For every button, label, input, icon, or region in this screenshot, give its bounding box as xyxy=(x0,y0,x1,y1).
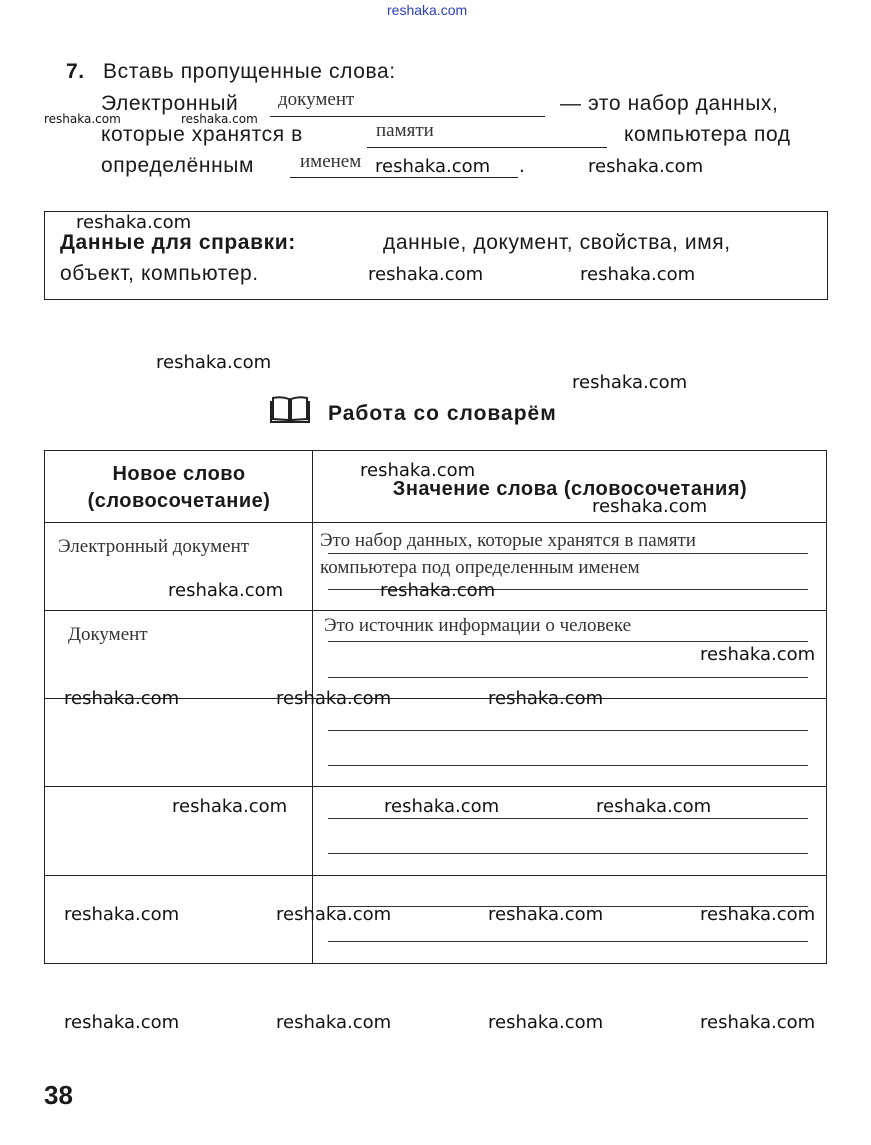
watermark: reshaka.com xyxy=(368,264,484,285)
watermark: reshaka.com xyxy=(700,904,816,925)
task-line3-end: . xyxy=(519,154,526,177)
watermark: reshaka.com xyxy=(488,904,604,925)
row-divider xyxy=(44,610,827,611)
answer-1: документ xyxy=(278,89,355,110)
header-meaning: Значение слова (словосочетания) xyxy=(392,478,748,500)
watermark: reshaka.com xyxy=(181,112,258,126)
task-number: 7. xyxy=(66,60,85,83)
watermark: reshaka.com xyxy=(700,644,816,665)
book-icon xyxy=(270,394,310,429)
task-line1-end: — это набор данных, xyxy=(560,92,779,115)
watermark: reshaka.com xyxy=(700,1012,816,1033)
meaning-cell-line1: Это набор данных, которые хранятся в памяти xyxy=(320,530,696,551)
blank-3[interactable] xyxy=(290,177,518,178)
writing-line[interactable] xyxy=(328,765,808,766)
writing-line[interactable] xyxy=(328,730,808,731)
watermark: reshaka.com xyxy=(168,580,284,601)
watermark: reshaka.com xyxy=(172,796,288,817)
watermark: reshaka.com xyxy=(588,156,704,177)
watermark: reshaka.com xyxy=(488,1012,604,1033)
watermark: reshaka.com xyxy=(384,796,500,817)
watermark: reshaka.com xyxy=(488,688,604,709)
task-line1-start: Электронный xyxy=(101,92,239,115)
watermark: reshaka.com xyxy=(580,264,696,285)
writing-line[interactable] xyxy=(328,853,808,854)
watermark: reshaka.com xyxy=(572,372,688,393)
header-new-word-paren: (словосочетание) xyxy=(87,490,271,512)
blank-1[interactable] xyxy=(270,116,545,117)
watermark: reshaka.com xyxy=(375,156,491,177)
meaning-cell-line1: Это источник информации о человеке xyxy=(324,615,632,636)
task-line2-end: компьютера под xyxy=(624,123,791,146)
watermark: reshaka.com xyxy=(276,1012,392,1033)
top-watermark: reshaka.com xyxy=(387,2,468,18)
reference-words-line2: объект, компьютер. xyxy=(60,262,259,285)
row-divider xyxy=(44,786,827,787)
row-divider xyxy=(44,875,827,876)
reference-label: Данные для справки: xyxy=(60,231,296,254)
dictionary-title: Работа со словарём xyxy=(328,402,557,425)
writing-line[interactable] xyxy=(328,818,808,819)
row-divider xyxy=(44,522,827,523)
writing-line[interactable] xyxy=(328,641,808,642)
watermark: reshaka.com xyxy=(76,212,192,233)
watermark: reshaka.com xyxy=(360,460,476,481)
watermark: reshaka.com xyxy=(44,112,121,126)
watermark: reshaka.com xyxy=(64,904,180,925)
watermark: reshaka.com xyxy=(276,904,392,925)
reference-words-line1: данные, документ, свойства, имя, xyxy=(383,231,731,254)
watermark: reshaka.com xyxy=(64,1012,180,1033)
task-line2-start: которые хранятся в xyxy=(101,123,303,146)
answer-3: именем xyxy=(300,151,362,172)
watermark: reshaka.com xyxy=(276,688,392,709)
writing-line[interactable] xyxy=(328,677,808,678)
term-cell: Электронный документ xyxy=(58,536,250,557)
watermark: reshaka.com xyxy=(592,496,708,517)
blank-2[interactable] xyxy=(367,147,607,148)
task-instruction: Вставь пропущенные слова: xyxy=(103,60,396,83)
meaning-cell-line2: компьютера под определенным именем xyxy=(320,557,640,578)
header-new-word: Новое слово xyxy=(112,463,246,485)
task-line3-start: определённым xyxy=(101,154,255,177)
writing-line[interactable] xyxy=(328,553,808,554)
answer-2: памяти xyxy=(376,120,434,141)
writing-line[interactable] xyxy=(328,941,808,942)
watermark: reshaka.com xyxy=(156,352,272,373)
watermark: reshaka.com xyxy=(380,580,496,601)
watermark: reshaka.com xyxy=(64,688,180,709)
page-number: 38 xyxy=(44,1080,73,1110)
term-cell: Документ xyxy=(68,624,148,645)
watermark: reshaka.com xyxy=(596,796,712,817)
